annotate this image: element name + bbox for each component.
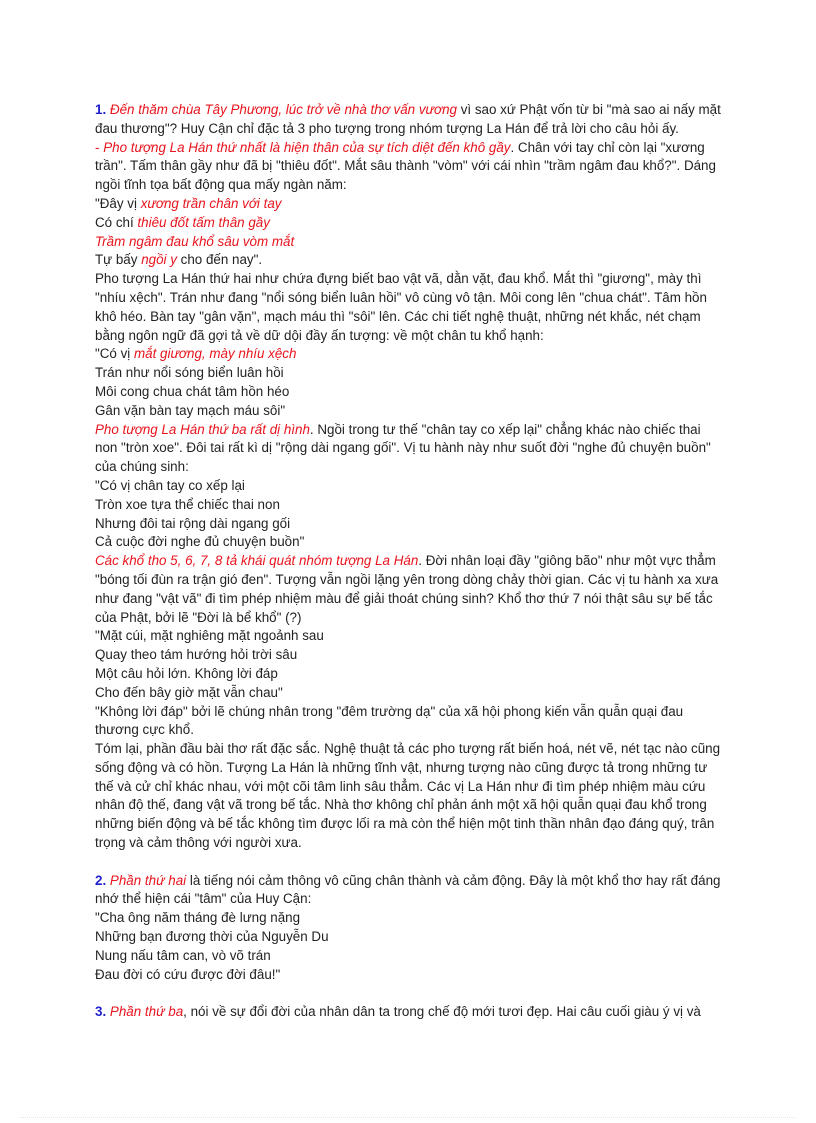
document-body xyxy=(95,101,725,1022)
verse-3-line-1: "Có vị chân tay co xếp lại xyxy=(95,477,245,493)
text: Tự bấy xyxy=(95,252,142,268)
paragraph-1-line-2: trần". Tấm thân gầy như đã bị "thiêu đốt". Mắt sâu thành "vòm" với cái nhìn "trầm ngâm đau khổ?". Dáng xyxy=(95,158,716,174)
text: Có chí xyxy=(95,214,138,230)
section-1-intro-line-2: đau thương"? Huy Cận chỉ đặc tả 3 pho tượng trong nhóm tượng La Hán để trả lời cho câu hỏi ấy. xyxy=(95,120,679,136)
verse-1-line-1 xyxy=(95,195,725,214)
page-bottom-divider xyxy=(20,1117,796,1118)
verse-1-line-3: Trầm ngâm đau khổ sâu vòm mắt xyxy=(95,233,295,249)
verse-2-line-4: Gân vặn bàn tay mạch máu sôi" xyxy=(95,402,286,418)
paragraph-4-line-4: của Phật, bởi lẽ "Đời là bể khổ" (?) xyxy=(95,609,302,625)
text: "Có vị xyxy=(95,346,134,362)
section-title: Phần thứ hai xyxy=(109,872,187,888)
verse-3-line-2: Tròn xoe tựa thể chiếc thai non xyxy=(95,496,280,512)
spacer xyxy=(95,984,725,1003)
paragraph-5-line-2: thương cực khổ. xyxy=(95,722,194,738)
section-number: 3. xyxy=(95,1004,107,1020)
highlight-text: Pho tượng La Hán thứ ba rất dị hình xyxy=(95,421,310,437)
paragraph-1-line-3: ngồi tĩnh tọa bất động qua mấy ngàn năm: xyxy=(95,177,347,193)
verse-2-line-2: Trán như nổi sóng biển luân hồi xyxy=(95,365,284,381)
paragraph-5-line-1: "Không lời đáp" bởi lẽ chúng nhân trong "đêm trường dạ" của xã hội phong kiến vẫn quẫn quại đau xyxy=(95,703,684,719)
highlight-text: Pho tượng La Hán thứ nhất là hiện thân của sự tích diệt đến khô gầy xyxy=(103,139,511,155)
paragraph-4-line-1 xyxy=(95,552,725,571)
verse-5-line-1: "Cha ông năm tháng đè lưng nặng xyxy=(95,910,301,926)
paragraph-6-line-6: trọng và cảm thông với người xưa. xyxy=(95,835,302,851)
verse-4-line-2: Quay theo tám hướng hỏi trời sâu xyxy=(95,647,298,663)
paragraph-3-line-3: của chúng sinh: xyxy=(95,459,189,475)
paragraph-3-line-2: non "tròn xoe". Đôi tai rất kì dị "rộng dài ngang gối". Vị tu hành này như suốt đời "nghe đủ chuyện buồn" xyxy=(95,440,711,456)
paragraph-1-line-1 xyxy=(95,139,725,158)
text: là tiếng nói cảm thông vô cũng chân thành và cảm động. Đây là một khổ thơ hay rất đáng xyxy=(186,872,721,888)
paragraph-2-line-2: "nhíu xệch". Trán như đang "nổi sóng biển luân hồi" vô cùng vô tận. Môi cong lên "chua chát". Tâm hồn xyxy=(95,289,707,305)
text: cho đến nay". xyxy=(176,252,263,268)
verse-2-line-1 xyxy=(95,345,725,364)
verse-3-line-4: Cả cuộc đời nghe đủ chuyện buồn" xyxy=(95,534,305,550)
highlight-text: mắt giương, mày nhíu xệch xyxy=(133,346,297,362)
text: . Ngồi trong tư thế "chân tay co xếp lại" chẳng khác nào chiếc thai xyxy=(309,421,701,437)
section-2-line-1 xyxy=(95,872,725,891)
section-2-line-2: nhớ thể hiện cái "tâm" của Huy Cận: xyxy=(95,891,312,907)
paragraph-2-line-3: khô héo. Bàn tay "gân vặn", mạch máu thì "sôi" lên. Các chi tiết nghệ thuật, những nét khắc, nét chạm xyxy=(95,308,701,324)
verse-4-line-3: Một câu hỏi lớn. Không lời đáp xyxy=(95,665,278,681)
highlight-text: thiêu đốt tấm thân gầy xyxy=(137,214,270,230)
paragraph-6-line-3: thế và cử chỉ khác nhau, với một cõi tâm linh sâu thẳm. Các vị La Hán như đi tìm phép nhiệm màu cứu xyxy=(95,778,706,794)
highlight-text: xương trần chân với tay xyxy=(140,195,282,211)
verse-1-line-4 xyxy=(95,251,725,270)
text: . Đời nhân loại đầy "giông bão" như một vực thẳm xyxy=(418,553,716,569)
verse-1-line-2 xyxy=(95,214,725,233)
text: vì sao xứ Phật vốn từ bi "mà sao ai nấy mặt xyxy=(457,102,721,117)
verse-4-line-1: "Mặt cúi, mặt nghiêng mặt ngoảnh sau xyxy=(95,628,324,644)
dash: - xyxy=(95,139,104,155)
section-number: 1. xyxy=(95,102,107,117)
paragraph-6-line-2: sống động và có hồn. Tượng La Hán là những tĩnh vật, nhưng tượng nào cũng được tả trong những tư xyxy=(95,759,708,775)
verse-5-line-4: Đau đời có cứu được đời đâu!" xyxy=(95,966,281,982)
paragraph-6-line-1: Tóm lại, phần đầu bài thơ rất đặc sắc. Nghệ thuật tả các pho tượng rất biến hoá, nét vẽ, nét tạc nào cũng xyxy=(95,741,721,757)
paragraph-6-line-5: những biến động và bế tắc không tìm được lối ra mà còn thể hiện một tinh thần nhân đạo đáng quý, trân xyxy=(95,816,715,832)
section-number: 2. xyxy=(95,872,107,888)
section-3-line-1 xyxy=(95,1003,725,1022)
section-1-intro-line-1 xyxy=(95,101,725,120)
highlight-text: ngồi y xyxy=(141,252,177,268)
paragraph-3-line-1 xyxy=(95,421,725,440)
paragraph-2-line-4: bằng ngôn ngữ đã gợi tả về dữ dội đầy ấn tượng: về một chân tu khổ hạnh: xyxy=(95,327,544,343)
paragraph-6-line-4: nhân độ thế, đang vật vã trong bế tắc. Nhà thơ không chỉ phản ánh một xã hội quẫn quại đau khổ trong xyxy=(95,797,707,813)
highlight-text: Các khổ tho 5, 6, 7, 8 tả khái quát nhóm tượng La Hán xyxy=(95,553,419,569)
section-title: Phần thứ ba xyxy=(109,1004,184,1020)
verse-3-line-3: Nhưng đôi tai rộng dài ngang gối xyxy=(95,515,291,531)
verse-4-line-4: Cho đến bây giờ mặt vẫn chau" xyxy=(95,684,283,700)
verse-2-line-3: Môi cong chua chát tâm hồn héo xyxy=(95,383,290,399)
text: "Đây vị xyxy=(95,195,141,211)
section-title: Đến thăm chùa Tây Phương, lúc trở về nhà thơ vấn vương xyxy=(109,102,457,117)
verse-5-line-2: Những bạn đương thời của Nguyễn Du xyxy=(95,929,329,945)
text: , nói về sự đổi đời của nhân dân ta trong chế độ mới tươi đẹp. Hai câu cuối giàu ý vị và xyxy=(183,1004,701,1020)
paragraph-2-line-1: Pho tượng La Hán thứ hai như chứa đựng biết bao vật vã, dằn vặt, đau khổ. Mắt thì "giương", mày thì xyxy=(95,271,702,287)
paragraph-4-line-3: như đang "vật vã" đi tìm phép nhiệm màu để giải thoát chúng sinh? Khổ thơ thứ 7 nói thật sâu sự bế tắc xyxy=(95,590,713,606)
spacer xyxy=(95,853,725,872)
text: . Chân với tay chỉ còn lại "xương xyxy=(510,139,705,155)
verse-5-line-3: Nung nấu tâm can, vò võ trán xyxy=(95,947,271,963)
paragraph-4-line-2: "bóng tối đùn ra trận gió đen". Tượng vẫn ngồi lặng yên trong dòng chảy thời gian. Các vị tu hành xa xưa xyxy=(95,571,719,587)
